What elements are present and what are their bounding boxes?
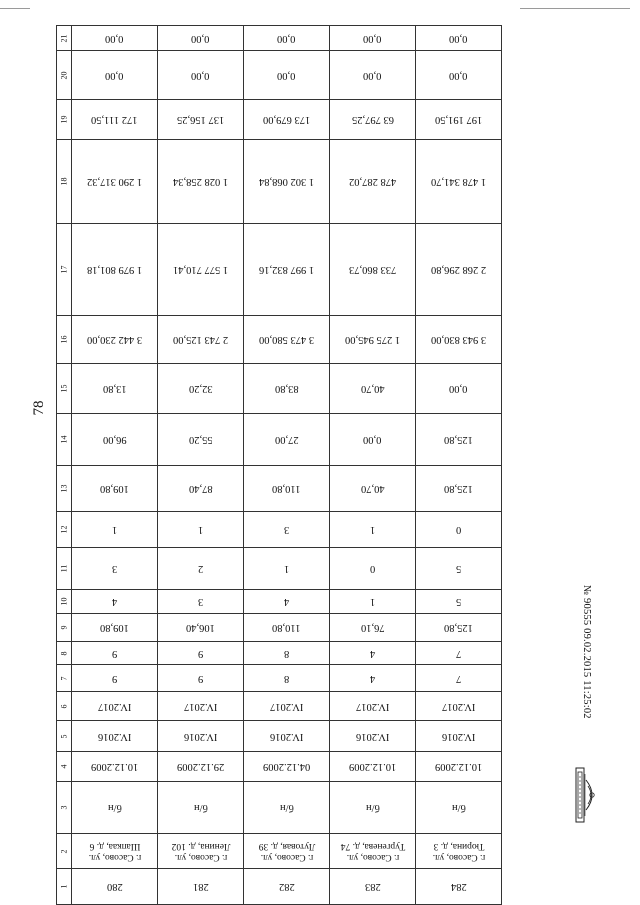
- cell-value: 3 442 230,00: [86, 334, 143, 345]
- address-text: г. Сасово, ул. Тургенева, д. 74: [340, 841, 405, 862]
- table-cell: [416, 224, 502, 316]
- cell-value: 29.12.2009: [176, 761, 225, 772]
- registration-seal-icon: [574, 766, 600, 824]
- column-number: [57, 140, 72, 224]
- cell-value: б/н: [279, 802, 294, 813]
- cell-value: 0,00: [191, 32, 210, 44]
- column-number-label: 17: [59, 265, 69, 274]
- cell-value: 10.12.2009: [348, 761, 397, 772]
- field-row-16: [57, 316, 502, 364]
- cell-value: 1: [197, 524, 204, 535]
- cell-value: IV.2017: [355, 700, 390, 712]
- cell-value: IV.2016: [441, 730, 476, 742]
- column-number-label: 12: [59, 525, 69, 534]
- cell-value: 0,00: [105, 69, 124, 81]
- column-number: [57, 590, 72, 614]
- column-number: [57, 224, 72, 316]
- cell-value: IV.2017: [269, 700, 304, 712]
- cell-value: 5: [455, 596, 462, 607]
- column-number: [57, 26, 72, 51]
- table-cell: [72, 614, 158, 642]
- column-number: [57, 466, 72, 512]
- cell-value: 10.12.2009: [434, 761, 483, 772]
- table-cell: [244, 316, 330, 364]
- cell-value: 0,00: [449, 383, 468, 394]
- cell-value: 106,40: [186, 622, 215, 633]
- cell-value: 173 679,00: [262, 114, 311, 125]
- table-cell: [416, 752, 502, 782]
- cell-value: 1: [369, 524, 376, 535]
- table-cell: [158, 512, 244, 548]
- cell-value: IV.2017: [441, 700, 476, 712]
- scan-edge-mark: [0, 8, 30, 9]
- table-cell: [72, 642, 158, 665]
- column-number-label: 18: [59, 177, 69, 186]
- cell-value: IV.2016: [355, 730, 390, 742]
- table-cell: [72, 100, 158, 140]
- scan-edge-mark: [520, 8, 630, 9]
- row-number: 283: [364, 881, 381, 892]
- field-row-5: [57, 721, 502, 752]
- field-row-4: [57, 752, 502, 782]
- table-cell: [416, 548, 502, 590]
- cell-value: 40,70: [360, 483, 385, 494]
- table-cell: [330, 782, 416, 834]
- table-cell: [416, 665, 502, 692]
- cell-value: 9: [197, 647, 204, 659]
- cell-value: 4: [283, 596, 290, 607]
- column-number: [57, 834, 72, 869]
- column-number-label: 21: [59, 34, 69, 42]
- column-number-label: 2: [59, 849, 69, 853]
- column-number: [57, 364, 72, 414]
- cell-value: 197 191,50: [434, 114, 483, 125]
- table-cell: [416, 512, 502, 548]
- registration-stamp-text: № 90555 09.02.2015 11:25:02: [581, 585, 592, 719]
- table-cell: [244, 834, 330, 869]
- cell-value: 3: [283, 524, 290, 535]
- cell-value: 1 478 341,70: [430, 176, 487, 187]
- table-cell: [244, 692, 330, 721]
- table-cell: [72, 721, 158, 752]
- table-cell: [330, 590, 416, 614]
- table-cell: [416, 869, 502, 905]
- table-cell: [158, 869, 244, 905]
- cell-value: 733 860,73: [348, 264, 397, 275]
- table-cell: [416, 466, 502, 512]
- field-row-7: [57, 665, 502, 692]
- table-cell: [416, 364, 502, 414]
- table-cell: [244, 224, 330, 316]
- cell-value: 125,80: [444, 622, 473, 633]
- cell-value: 7: [455, 647, 462, 659]
- column-number-label: 14: [59, 435, 69, 444]
- table-cell: [330, 100, 416, 140]
- field-row-8: [57, 642, 502, 665]
- table-cell: [244, 140, 330, 224]
- cell-value: б/н: [193, 802, 208, 813]
- column-number-label: 10: [59, 597, 69, 606]
- cell-value: 9: [111, 672, 118, 684]
- field-row-6: [57, 692, 502, 721]
- table-cell: [330, 51, 416, 100]
- table-cell: [158, 782, 244, 834]
- address-text: г. Сасово, ул. Лутовая, д. 39: [258, 841, 315, 862]
- cell-value: 63 797,25: [351, 114, 394, 125]
- column-number-label: 16: [59, 335, 69, 344]
- column-number-label: 6: [59, 704, 69, 708]
- cell-value: IV.2016: [183, 730, 218, 742]
- table-cell: [72, 692, 158, 721]
- table-cell: [244, 721, 330, 752]
- table-cell: [330, 414, 416, 466]
- field-row-10: [57, 590, 502, 614]
- cell-value: 3: [111, 563, 118, 574]
- table-cell: [72, 316, 158, 364]
- cell-value: 478 287,02: [348, 176, 397, 187]
- table-cell: [158, 51, 244, 100]
- cell-value: 109,80: [100, 622, 129, 633]
- cell-value: 8: [283, 647, 290, 659]
- table-cell: [416, 590, 502, 614]
- table-cell: [72, 466, 158, 512]
- table-cell: [416, 26, 502, 51]
- table-cell: [330, 140, 416, 224]
- field-row-21: [57, 26, 502, 51]
- table-cell: [416, 140, 502, 224]
- cell-value: 0: [369, 563, 376, 574]
- cell-value: б/н: [365, 802, 380, 813]
- table-cell: [244, 466, 330, 512]
- field-row-17: [57, 224, 502, 316]
- table-cell: [330, 316, 416, 364]
- cell-value: 1 577 710,41: [172, 264, 229, 275]
- cell-value: 27,00: [274, 434, 299, 445]
- cell-value: 125,80: [444, 483, 473, 494]
- cell-value: 3 943 830,00: [430, 334, 487, 345]
- table-cell: [72, 414, 158, 466]
- column-number: [57, 692, 72, 721]
- cell-value: 0,00: [363, 69, 382, 81]
- cell-value: 109,80: [100, 483, 129, 494]
- table-cell: [244, 642, 330, 665]
- field-row-18: [57, 140, 502, 224]
- cell-value: 96,00: [102, 434, 127, 445]
- cell-value: 0,00: [277, 69, 296, 81]
- table-cell: [158, 364, 244, 414]
- column-number-label: 20: [59, 71, 69, 79]
- table-cell: [158, 224, 244, 316]
- column-number: [57, 752, 72, 782]
- table-cell: [72, 869, 158, 905]
- table-cell: [158, 100, 244, 140]
- cell-value: 7: [455, 672, 462, 684]
- table-cell: [244, 364, 330, 414]
- column-number: [57, 721, 72, 752]
- cell-value: 04.12.2009: [262, 761, 311, 772]
- table-cell: [416, 51, 502, 100]
- field-row-20: [57, 51, 502, 100]
- column-number: [57, 51, 72, 100]
- cell-value: 1 997 832,16: [258, 264, 315, 275]
- table-cell: [330, 692, 416, 721]
- cell-value: 137 156,25: [176, 114, 225, 125]
- cell-value: 1 275 945,00: [344, 334, 401, 345]
- table-cell: [330, 548, 416, 590]
- table-cell: [158, 614, 244, 642]
- field-row-15: [57, 364, 502, 414]
- column-number: [57, 642, 72, 665]
- table-cell: [330, 721, 416, 752]
- cell-value: 55,20: [188, 434, 213, 445]
- cell-value: 9: [111, 647, 118, 659]
- table-cell: [72, 665, 158, 692]
- cell-value: 2 743 125,00: [172, 334, 229, 345]
- cell-value: IV.2016: [97, 730, 132, 742]
- column-number-label: 5: [59, 734, 69, 738]
- cell-value: 110,80: [272, 483, 301, 494]
- field-row-9: [57, 614, 502, 642]
- cell-value: 87,40: [188, 483, 213, 494]
- table-cell: [72, 512, 158, 548]
- field-row-19: [57, 100, 502, 140]
- column-number-label: 13: [59, 484, 69, 493]
- cell-value: 172 111,50: [91, 114, 138, 125]
- row-number: 284: [450, 881, 467, 892]
- address-text: г. Сасово, ул. Ленина, д. 102: [171, 841, 230, 862]
- table-cell: [244, 414, 330, 466]
- cell-value: б/н: [451, 802, 466, 813]
- cell-value: 2 268 296,80: [430, 264, 487, 275]
- column-number-label: 8: [59, 651, 69, 655]
- cell-value: 1 028 258,34: [172, 176, 229, 187]
- cell-value: 8: [283, 672, 290, 684]
- field-row-3: [57, 782, 502, 834]
- cell-value: 9: [197, 672, 204, 684]
- table-cell: [72, 782, 158, 834]
- column-number: [57, 316, 72, 364]
- table-cell: [416, 721, 502, 752]
- column-number: [57, 782, 72, 834]
- table-cell: [72, 364, 158, 414]
- table-cell: [330, 834, 416, 869]
- table-cell: [330, 466, 416, 512]
- column-number: [57, 100, 72, 140]
- column-number: [57, 869, 72, 905]
- cell-value: 0,00: [449, 32, 468, 44]
- page-number: 78: [31, 400, 47, 416]
- cell-value: 2: [197, 563, 204, 574]
- table-cell: [244, 26, 330, 51]
- column-number: [57, 665, 72, 692]
- table-cell: [244, 782, 330, 834]
- cell-value: 0,00: [449, 69, 468, 81]
- column-number-label: 9: [59, 625, 69, 630]
- cell-value: 3: [197, 596, 204, 607]
- field-row-11: [57, 548, 502, 590]
- table-cell: [72, 590, 158, 614]
- table-cell: [72, 548, 158, 590]
- table-cell: [72, 752, 158, 782]
- address-text: г. Сасово, ул. Тюрина, д. 3: [432, 841, 485, 862]
- table-cell: [72, 26, 158, 51]
- cell-value: 0,00: [363, 32, 382, 44]
- cell-value: 4: [369, 647, 376, 659]
- column-number-label: 11: [59, 564, 69, 573]
- table-cell: [158, 692, 244, 721]
- table-cell: [72, 224, 158, 316]
- column-number: [57, 614, 72, 642]
- cell-value: 4: [369, 672, 376, 684]
- cell-value: 1: [369, 596, 376, 607]
- table-cell: [72, 51, 158, 100]
- table-cell: [416, 834, 502, 869]
- table-cell: [158, 548, 244, 590]
- table-cell: [330, 665, 416, 692]
- cell-value: 13,80: [102, 383, 127, 394]
- cell-value: 4: [111, 596, 118, 607]
- cell-value: 1 302 068,84: [258, 176, 315, 187]
- cell-value: 5: [455, 563, 462, 574]
- table-cell: [244, 869, 330, 905]
- cell-value: 10.12.2009: [90, 761, 139, 772]
- cell-value: 0,00: [277, 32, 296, 44]
- column-number-label: 15: [59, 384, 69, 393]
- table-cell: [158, 140, 244, 224]
- table-cell: [158, 721, 244, 752]
- table-cell: [330, 512, 416, 548]
- table-cell: [244, 752, 330, 782]
- cell-value: 0,00: [105, 32, 124, 44]
- cell-value: 125,80: [444, 434, 473, 445]
- cell-value: IV.2016: [269, 730, 304, 742]
- table-cell: [158, 752, 244, 782]
- table-cell: [330, 26, 416, 51]
- column-number-label: 19: [59, 115, 69, 124]
- cell-value: 32,20: [188, 383, 213, 394]
- table-cell: [158, 642, 244, 665]
- table-cell: [72, 834, 158, 869]
- table-cell: [244, 590, 330, 614]
- field-row-14: [57, 414, 502, 466]
- table-cell: [158, 665, 244, 692]
- cell-value: 76,10: [360, 622, 385, 633]
- cell-value: 0,00: [363, 434, 382, 445]
- column-number-label: 1: [59, 884, 69, 889]
- column-number-label: 3: [59, 805, 69, 810]
- cell-value: 83,80: [274, 383, 299, 394]
- table-cell: [416, 642, 502, 665]
- column-number: [57, 414, 72, 466]
- cell-value: 1 290 317,32: [86, 176, 143, 187]
- table-cell: [330, 869, 416, 905]
- address-text: г. Сасово, ул. Шапкаа, д. 6: [88, 841, 141, 862]
- table-cell: [330, 224, 416, 316]
- cell-value: б/н: [107, 802, 122, 813]
- cell-value: 1: [283, 563, 290, 574]
- column-number-label: 4: [59, 764, 69, 769]
- table-cell: [330, 752, 416, 782]
- row-number: 281: [192, 881, 209, 892]
- cell-value: IV.2017: [97, 700, 132, 712]
- cell-value: 40,70: [360, 383, 385, 394]
- table-cell: [244, 512, 330, 548]
- field-row-2: [57, 834, 502, 869]
- row-number: 282: [278, 881, 295, 892]
- cell-value: 3 473 580,00: [258, 334, 315, 345]
- table-cell: [416, 692, 502, 721]
- table-cell: [330, 364, 416, 414]
- cell-value: 0,00: [191, 69, 210, 81]
- table-cell: [416, 614, 502, 642]
- table-cell: [244, 665, 330, 692]
- table-cell: [416, 782, 502, 834]
- table-cell: [244, 100, 330, 140]
- column-number: [57, 512, 72, 548]
- cell-value: 1: [111, 524, 118, 535]
- table-cell: [244, 614, 330, 642]
- table-cell: [72, 140, 158, 224]
- cell-value: IV.2017: [183, 700, 218, 712]
- table-cell: [244, 51, 330, 100]
- field-row-1: [57, 869, 502, 905]
- cell-value: 110,80: [272, 622, 301, 633]
- field-row-13: [57, 466, 502, 512]
- table-cell: [244, 548, 330, 590]
- table-cell: [330, 614, 416, 642]
- column-number-label: 7: [59, 676, 69, 680]
- table-cell: [158, 834, 244, 869]
- table-cell: [416, 316, 502, 364]
- column-number: [57, 548, 72, 590]
- cell-value: 1 979 801,18: [86, 264, 143, 275]
- table-cell: [158, 316, 244, 364]
- field-row-12: [57, 512, 502, 548]
- table-cell: [416, 100, 502, 140]
- table-cell: [158, 414, 244, 466]
- table-cell: [158, 26, 244, 51]
- table-cell: [416, 414, 502, 466]
- row-number: 280: [106, 881, 123, 892]
- table-cell: [330, 642, 416, 665]
- table-cell: [158, 466, 244, 512]
- table-cell: [158, 590, 244, 614]
- housing-register-table: [56, 25, 502, 905]
- cell-value: 0: [455, 524, 462, 535]
